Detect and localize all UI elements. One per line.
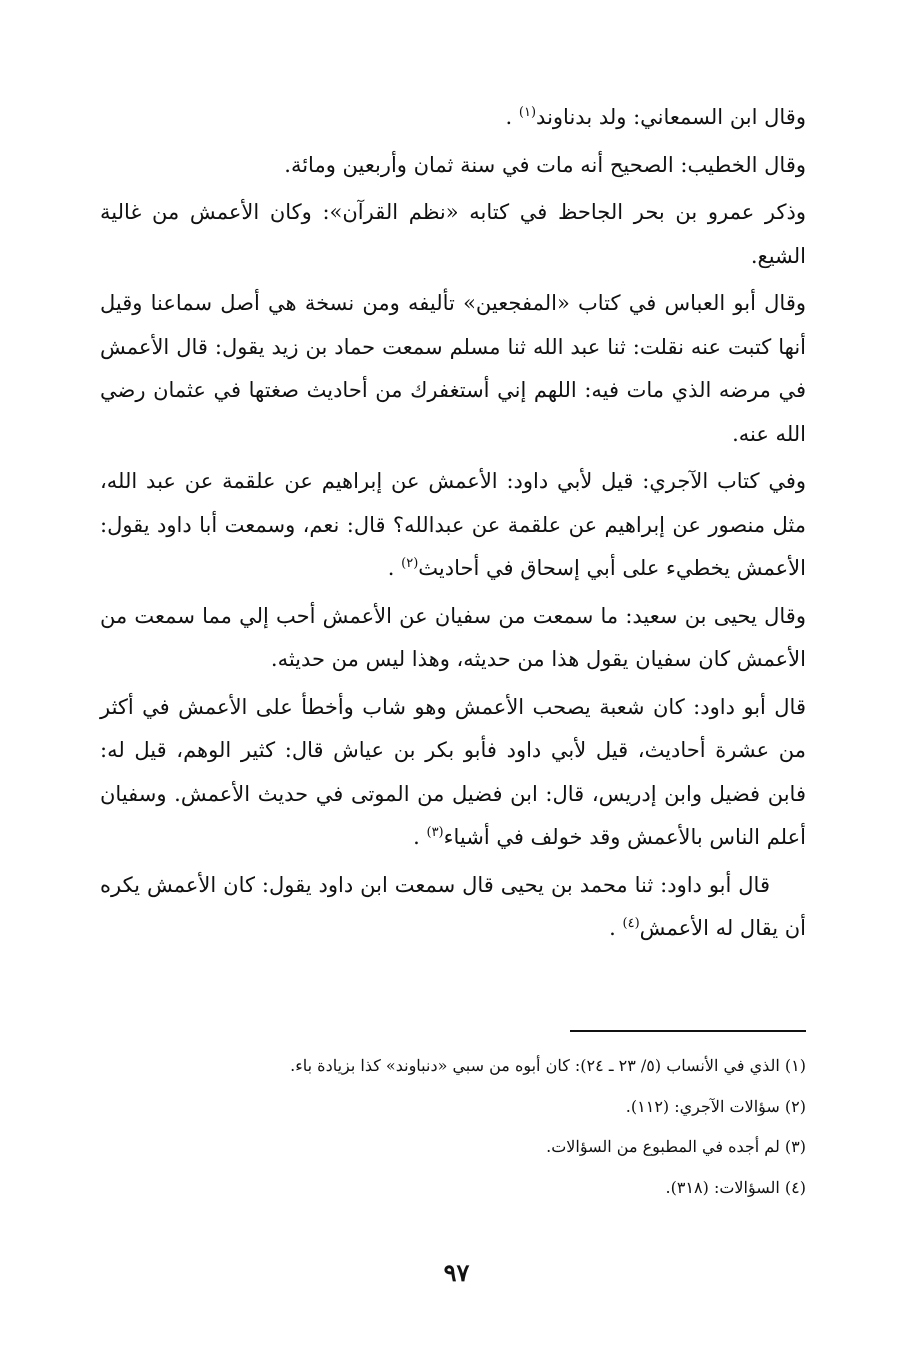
- paragraph-3: وذكر عمرو بن بحر الجاحظ في كتابه «نظم القرآن»: وكان الأعمش من غالية الشيع.: [100, 200, 806, 268]
- footnote-separator: [570, 1030, 806, 1032]
- footnote-ref-3: (٣): [426, 825, 444, 840]
- paragraph-8: قال أبو داود: ثنا محمد بن يحيى قال سمعت ابن داود يقول: كان الأعمش يكره أن يقال له الأعمش$^{(٤)}$ .: [100, 872, 806, 940]
- page-number: ٩٧: [443, 1258, 470, 1287]
- footnote-1: (١) الذي في الأنساب (٥/ ٢٣ ـ ٢٤): كان أبوه من سبي «دنباوند» كذا بزيادة باء.: [290, 1056, 806, 1075]
- footnote-ref-1: (١): [518, 105, 537, 120]
- paragraph-4: وقال أبو العباس في كتاب «المفجعين» تأليفه ومن نسخة هي أصل سماعنا وقيل أنها كتبت عنه نقلت: ثنا عبد الله ثنا مسلم سمعت حماد بن زيد يقول: قال الأعمش في مرضه الذي مات فيه: اللهم إني أستغفرك من أحاديث صغتها في عثمان رضي الله عنه.: [100, 291, 806, 446]
- paragraph-1: وقال ابن السمعاني: ولد بدناوند$^{(١)}$ .: [505, 105, 806, 129]
- footnotes: [100, 1046, 806, 1208]
- paragraph-5: وفي كتاب الآجري: قيل لأبي داود: الأعمش عن إبراهيم عن علقمة عن عبد الله، مثل منصور عن إبراهيم عن علقمة عن عبدالله؟ قال: نعم، وسمعت أبا داود يقول: الأعمش يخطيء على أبي إسحاق في أحاديث$^{(٢)}$ .: [100, 469, 806, 580]
- footnote-4: (٤) السؤالات: (٣١٨).: [665, 1177, 806, 1197]
- paragraph-6: وقال يحيى بن سعيد: ما سمعت من سفيان عن الأعمش أحب إلي مما سمعت من الأعمش كان سفيان يقول هذا من حديثه، وهذا ليس من حديثه.: [100, 603, 806, 671]
- footnote-ref-4: (٤): [622, 916, 640, 931]
- paragraph-7: قال أبو داود: كان شعبة يصحب الأعمش وهو شاب وأخطأ على الأعمش في أكثر من عشرة أحاديث، قيل لأبي داود فأبو بكر بن عياش قال: كثير الوهم، قيل له: فابن فضيل وابن إدريس، قال: ابن فضيل من الموتى في حديث الأعمش. وسفيان أعلم الناس بالأعمش وقد خولف في أشياء$^{(٣)}$ .: [100, 694, 806, 849]
- footnote-ref-2: (٢): [401, 556, 419, 571]
- main-text: [100, 96, 806, 955]
- footnote-3: (٣) لم أجده في المطبوع من السؤالات.: [546, 1137, 806, 1156]
- paragraph-2: وقال الخطيب: الصحيح أنه مات في سنة ثمان وأربعين ومائة.: [284, 152, 806, 177]
- footnote-2: (٢) سؤالات الآجري: (١١٢).: [625, 1096, 806, 1116]
